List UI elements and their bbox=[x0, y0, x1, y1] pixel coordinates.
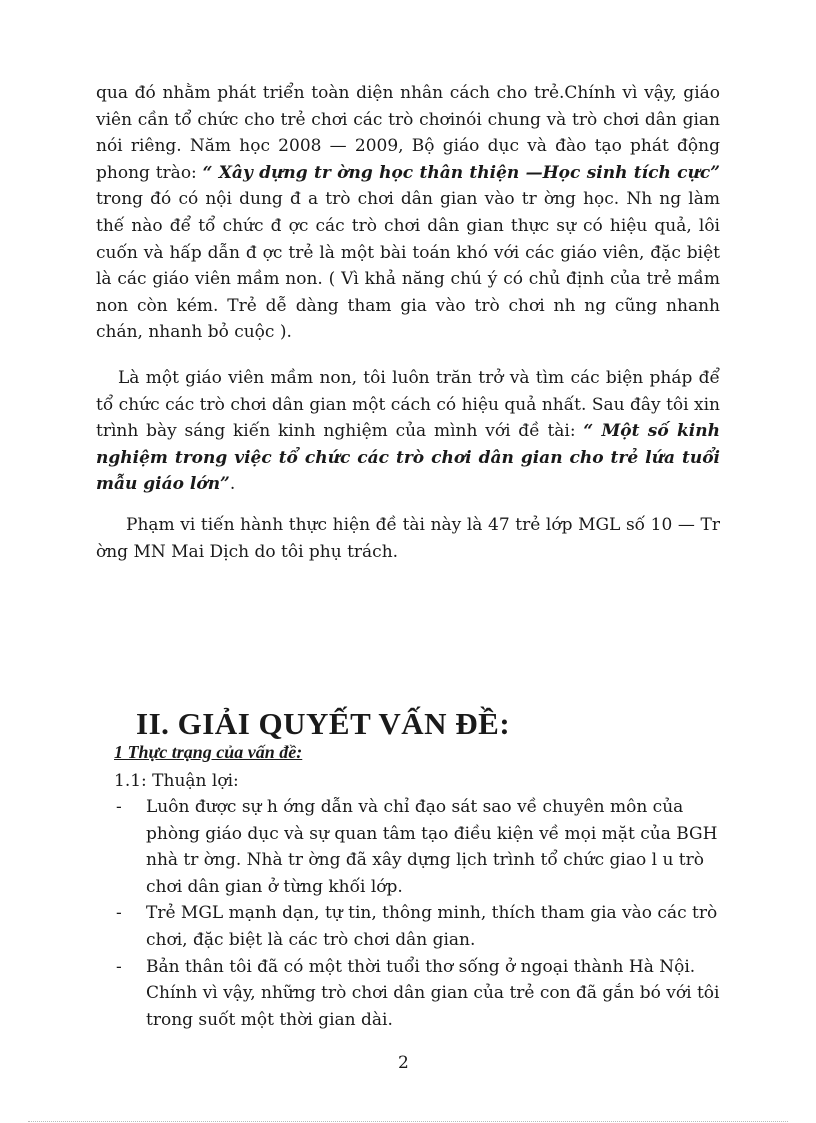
intro-paragraph-1 bbox=[96, 80, 720, 346]
intro-paragraph-2-text: Là một giáo viên mầm non, tôi luôn trăn trở và tìm các biện pháp để tổ chức các trò chơi dân gian một cách có hiệu quả nhất. Sau đây tôi xin trình bày sáng kiến kinh nghiệm của mình với đề tài: bbox=[96, 368, 720, 442]
intro-paragraph-2-end: . bbox=[229, 474, 236, 495]
advantages-list bbox=[112, 794, 732, 1033]
intro-paragraph-1-text: qua đó nhằm phát triển toàn diện nhân cách cho trẻ.Chính vì vậy, giáo viên cần tổ chức cho trẻ chơi các trò chơinói chung và trò chơi dân gian nói riêng. Năm học 2008 — 2009, Bộ giáo dục và đào tạo phát động phong trào: bbox=[96, 83, 720, 183]
list-item-text: Bản thân tôi đã có một thời tuổi thơ sống ở ngoại thành Hà Nội. Chính vì vậy, những trò chơi dân gian của trẻ con đã gắn bó với tôi trong suốt một thời gian dài. bbox=[146, 956, 720, 1030]
list-item bbox=[112, 954, 732, 1034]
section-subheading: 1 Thực trạng của vấn đề: bbox=[114, 742, 303, 762]
list-dash: - bbox=[116, 956, 122, 977]
list-item-text: Luôn được sự h ớng dẫn và chỉ đạo sát sao về chuyên môn của phòng giáo dục và sự quan tâm tạo điều kiện về mọi mặt của BGH nhà tr ờng. Nhà tr ờng đã xây dựng lịch trình tổ chức giao l u trò chơi dân gian ở từng khối lớp. bbox=[146, 797, 718, 897]
subsection-label: 1.1: Thuận lợi: bbox=[114, 771, 239, 791]
list-item-text: Trẻ MGL mạnh dạn, tự tin, thông minh, thích tham gia vào các trò chơi, đặc biệt là các trò chơi dân gian. bbox=[146, 903, 718, 950]
scope-paragraph: Phạm vi tiến hành thực hiện đề tài này là 47 trẻ lớp MGL số 10 — Tr ờng MN Mai Dịch do tôi phụ trách. bbox=[96, 515, 720, 562]
campaign-title: “ Xây dựng tr ờng học thân thiện —Học sinh tích cực” bbox=[202, 162, 721, 183]
list-item bbox=[112, 794, 732, 900]
intro-paragraph-2 bbox=[96, 365, 720, 498]
topic-title: “ Một số kinh nghiệm trong việc tổ chức các trò chơi dân gian cho trẻ lứa tuổi mẫu giáo lớn” bbox=[96, 421, 720, 495]
page-bottom-divider bbox=[28, 1121, 788, 1122]
intro-paragraph-1-continued: trong đó có nội dung đ a trò chơi dân gian vào tr ờng học. Nh ng làm thế nào để tổ chức đ ợc các trò chơi dân gian thực sự có hiệu quả, lôi cuốn và hấp dẫn đ ợc trẻ là một bài toán khó với các giáo viên, đặc biệt là các giáo viên mầm non. ( Vì khả năng chú ý có chủ định của trẻ mầm non còn kém. Trẻ dễ dàng tham gia vào trò chơi nh ng cũng nhanh chán, nhanh bỏ cuộc ). bbox=[96, 189, 720, 343]
list-item bbox=[112, 900, 732, 953]
page-number: 2 bbox=[398, 1053, 409, 1073]
list-dash: - bbox=[116, 903, 122, 924]
list-dash: - bbox=[116, 797, 122, 817]
section-heading: II. GIẢI QUYẾT VẤN ĐỀ: bbox=[136, 706, 511, 741]
